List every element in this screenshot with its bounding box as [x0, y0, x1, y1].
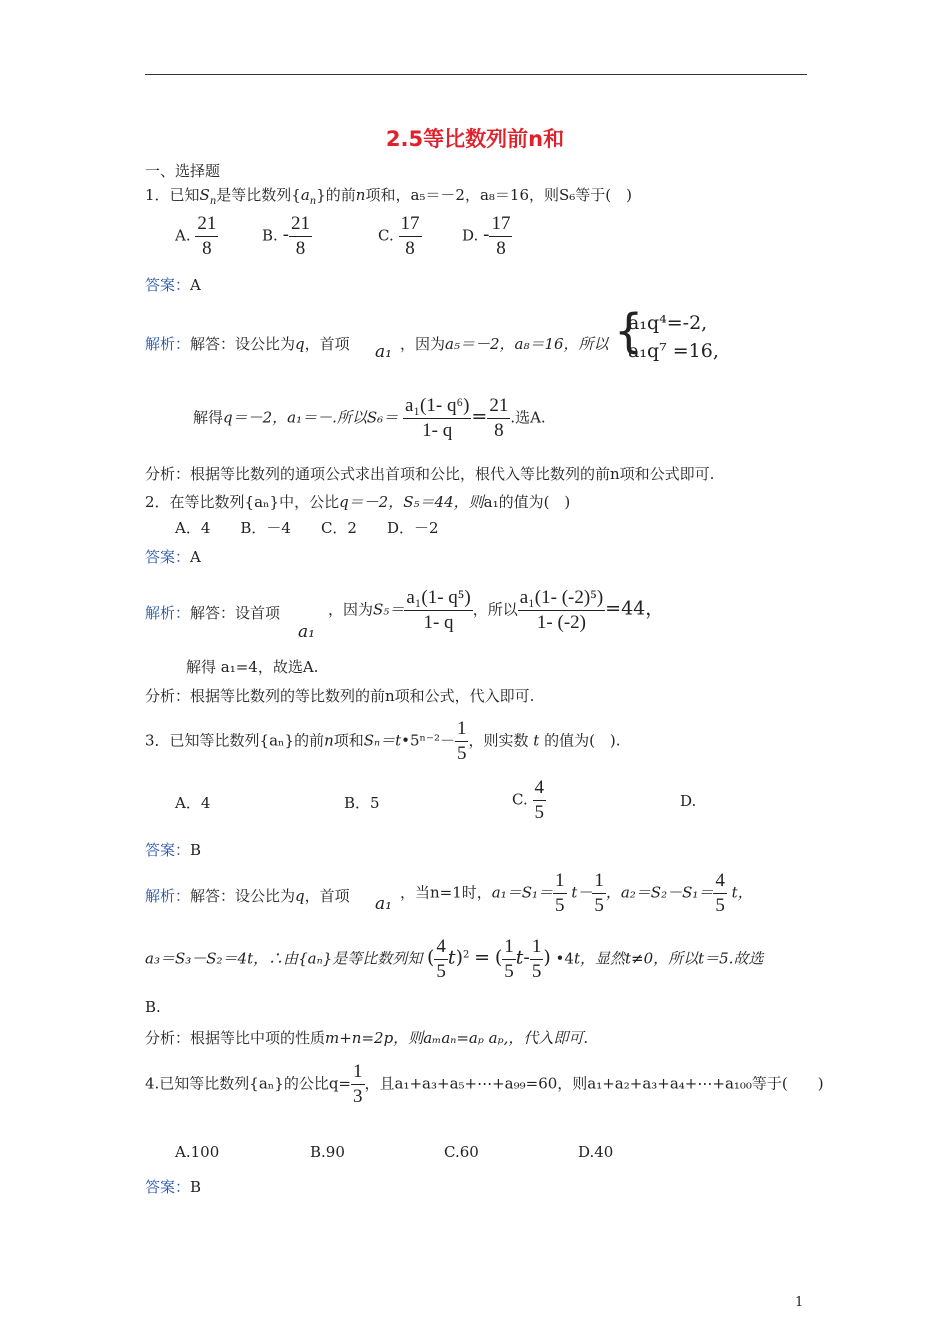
q1-option-b: B. - $\frac{21}{8}$	[262, 213, 310, 259]
q3-option-c: C. $\frac{4}{5}$	[512, 777, 544, 823]
q3-option-a: A．4	[175, 794, 211, 812]
q4-option-a: A.100	[175, 1143, 220, 1161]
q3-analysis-line3: B.	[145, 998, 161, 1016]
q2-options: A．4 B．－4 C．2 D．－2	[175, 519, 439, 537]
q3-summary: 分析：根据等比中项的性质m+n=2p，则aₘaₙ=aₚ aₚ,，代入即可.	[145, 1029, 589, 1047]
q4-stem: 4.已知等比数列{aₙ}的公比q= $\frac{1}{3}$ ，且a₁+a₃+a₅+⋯+a₉₉=60，则a₁+a₂+a₃+a₄+⋯+a₁₀₀等于( )	[145, 1061, 824, 1107]
q4-option-b: B.90	[310, 1143, 345, 1161]
q1-answer: 答案：A	[145, 276, 201, 294]
q2-analysis: 解析：解答：设首项	[145, 604, 281, 622]
q1-solution: 解得q＝－2，a₁＝－.所以S₆＝ $\frac{\text{a₁(1- q⁶)}}{1- q}$ = $\frac{21}{8}$ .选A.	[193, 395, 546, 441]
q3-analysis-line2: a₃＝S₃－S₂＝4t，∴由{aₙ}是等比数列知 ( $\frac{4}{5}$ t)$^2$ = ( $\frac{1}{5}$ t- $\frac{1}{5}$ ) •4t，显然t≠0，所以t＝5.故选	[145, 936, 764, 982]
q2-first-term: a₁	[298, 622, 315, 642]
q1-stem: 1．已知$S_n$是等比数列$\{a_n\}$的前n项和，a₅＝－2，a₈＝16，则S₆等于( )	[145, 186, 633, 207]
page-title: 2.5等比数列前n和	[385, 127, 565, 151]
q1-system-eq2: a₁q⁷ =16,	[628, 340, 719, 362]
section-heading: 一、选择题	[145, 162, 221, 180]
q3-analysis: 解析：解答：设公比为q，首项	[145, 887, 350, 905]
q1-analysis: 解析：解答：设公比为q，首项	[145, 335, 350, 353]
q1-summary: 分析：根据等比数列的通项公式求出首项和公比，根代入等比数列的前n项和公式即可.	[145, 465, 715, 483]
q2-analysis-b: ，因为S₅＝ $\frac{\text{a₁(1- q⁵)}}{1- q}$ ，所以 $\frac{\text{a₁(1- (-2)⁵)}}{1- (-2)}$ =44，	[328, 587, 665, 633]
q1-option-d: D. - $\frac{17}{8}$	[462, 213, 511, 259]
q1-analysis-b: ，因为a₅＝－2，a₈＝16，所以	[400, 335, 609, 353]
q1-option-c: C. $\frac{17}{8}$	[378, 213, 420, 259]
header-rule	[145, 74, 807, 75]
q2-answer: 答案：A	[145, 548, 201, 566]
q3-stem: 3．已知等比数列{aₙ}的前n项和Sₙ＝t•5ⁿ⁻²－ $\frac{1}{5}$ ，则实数 t 的值为( ).	[145, 718, 621, 764]
q4-option-d: D.40	[578, 1143, 614, 1161]
q4-option-c: C.60	[444, 1143, 479, 1161]
q1-option-a: A. $\frac{21}{8}$	[175, 213, 217, 259]
page-number: 1	[795, 1295, 804, 1310]
q2-stem: 2．在等比数列{aₙ}中，公比q＝－2，S₅＝44，则a₁的值为( )	[145, 493, 571, 511]
q3-answer: 答案：B	[145, 841, 202, 859]
q2-summary: 分析：根据等比数列的等比数列的前n项和公式，代入即可.	[145, 687, 535, 705]
system-brace: {	[614, 304, 644, 358]
q2-solution: 解得 a₁=4，故选A.	[186, 658, 319, 676]
q3-analysis-b: ，当n=1时，a₁＝S₁＝ $\frac{1}{5}$ t－ $\frac{1}{5}$ ，a₂＝S₂－S₁＝ $\frac{4}{5}$ t，	[400, 870, 753, 916]
q3-option-b: B．5	[344, 794, 380, 812]
q3-first-term: a₁	[375, 894, 392, 914]
q1-system-eq1: a₁q⁴=-2,	[628, 312, 708, 334]
q1-first-term: a₁	[375, 342, 392, 362]
q3-option-d: D.	[680, 792, 697, 810]
q4-answer: 答案：B	[145, 1178, 202, 1196]
